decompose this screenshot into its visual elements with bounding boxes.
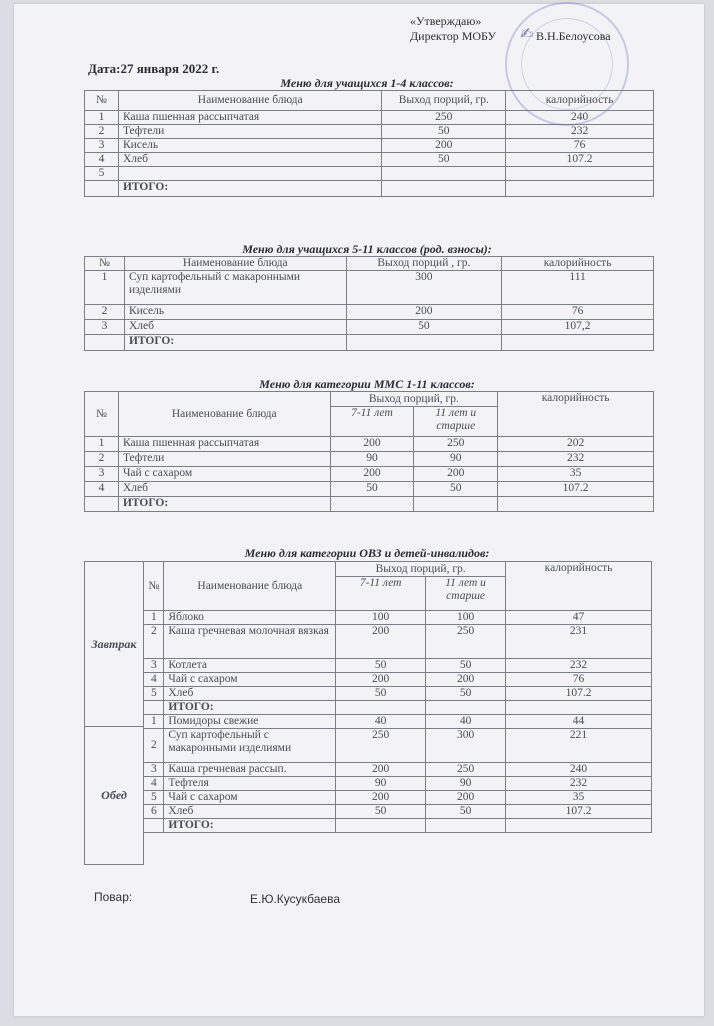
menu4-header-number: № xyxy=(144,562,164,611)
portion-value: 200 xyxy=(382,139,506,153)
menu1-header-portion: Выход порций, гр. xyxy=(382,91,506,111)
director-name: В.Н.Белоусова xyxy=(536,29,611,43)
table-row xyxy=(85,452,654,467)
calorie-value: 232 xyxy=(506,659,652,673)
row-number: 3 xyxy=(85,320,125,335)
row-number: 3 xyxy=(144,763,164,777)
calorie-value xyxy=(506,167,654,181)
row-number: 5 xyxy=(85,167,119,181)
calorie-value: 44 xyxy=(506,715,652,729)
portion-value: 50 xyxy=(414,482,498,497)
menu4-subheader-7-11: 7-11 лет xyxy=(336,577,426,611)
portion-value: 250 xyxy=(382,111,506,125)
menu1-title: Меню для учащихся 1-4 классов: xyxy=(280,76,454,90)
approval-line-2 xyxy=(410,29,611,44)
row-number: 1 xyxy=(144,715,164,729)
dish-name: Котлета xyxy=(164,659,336,673)
portion-value: 250 xyxy=(426,625,506,659)
dish-name: Суп картофельный с макаронными изделиями xyxy=(164,729,336,763)
portion-value: 50 xyxy=(426,805,506,819)
portion-value: 50 xyxy=(346,320,502,335)
portion-value: 300 xyxy=(346,271,502,305)
menu4-header-calories: калорийность xyxy=(506,562,652,611)
dish-name: Хлеб xyxy=(118,153,381,167)
dish-name: Тефтеля xyxy=(164,777,336,791)
row-number: 1 xyxy=(144,611,164,625)
portion-value: 90 xyxy=(414,452,498,467)
calorie-value: 231 xyxy=(506,625,652,659)
total-label: ИТОГО: xyxy=(164,819,336,833)
portion-value: 200 xyxy=(426,791,506,805)
calorie-value: 232 xyxy=(506,777,652,791)
menu2-title: Меню для учащихся 5-11 классов (род. взносы): xyxy=(242,242,492,256)
portion-value: 250 xyxy=(426,763,506,777)
table-row xyxy=(84,625,652,659)
row-number: 4 xyxy=(144,777,164,791)
table-row xyxy=(85,111,654,125)
row-number: 2 xyxy=(85,125,119,139)
dish-name: Суп картофельный с макаронными изделиями xyxy=(124,271,346,305)
menu4-header-portion: Выход порций, гр. xyxy=(336,562,506,577)
portion-value: 200 xyxy=(426,673,506,687)
row-number: 2 xyxy=(144,625,164,659)
menu-date: Дата:27 января 2022 г. xyxy=(88,61,220,76)
dish-name: Каша пшенная рассыпчатая xyxy=(118,111,381,125)
row-number: 4 xyxy=(85,153,119,167)
calorie-value: 240 xyxy=(506,763,652,777)
table-row xyxy=(85,153,654,167)
menu4-title: Меню для категории ОВЗ и детей-инвалидов: xyxy=(244,546,490,560)
total-label: ИТОГО: xyxy=(124,335,346,351)
approval-block xyxy=(410,14,611,44)
menu2-header-dish: Наименование блюда xyxy=(124,257,346,271)
menu3-header-portion: Выход порций, гр. xyxy=(330,392,498,407)
calorie-value: 107.2 xyxy=(506,687,652,701)
table-row xyxy=(84,777,652,791)
portion-value: 200 xyxy=(330,437,414,452)
row-number: 2 xyxy=(144,729,164,763)
menu3-table xyxy=(84,391,654,512)
table-row xyxy=(84,791,652,805)
total-row xyxy=(84,701,652,715)
portion-value: 100 xyxy=(336,611,426,625)
calorie-value: 232 xyxy=(506,125,654,139)
dish-name: Тефтели xyxy=(118,452,330,467)
calorie-value: 35 xyxy=(498,467,654,482)
table-row xyxy=(84,763,652,777)
portion-value: 300 xyxy=(426,729,506,763)
table-row xyxy=(85,320,654,335)
menu2-header-portion: Выход порций , гр. xyxy=(346,257,502,271)
portion-value: 200 xyxy=(336,625,426,659)
cook-name: Е.Ю.Кусукбаева xyxy=(250,892,341,906)
table-row xyxy=(85,139,654,153)
row-number: 2 xyxy=(85,305,125,320)
table-row xyxy=(84,611,652,625)
dish-name: Яблоко xyxy=(164,611,336,625)
row-number: 4 xyxy=(144,673,164,687)
menu1-header-calories: калорийность xyxy=(506,91,654,111)
dish-name: Каша пшенная рассыпчатая xyxy=(118,437,330,452)
table-row xyxy=(84,673,652,687)
portion-value: 100 xyxy=(426,611,506,625)
total-label: ИТОГО: xyxy=(164,701,336,715)
calorie-value: 111 xyxy=(502,271,654,305)
table-row xyxy=(85,467,654,482)
meal-label-lunch: Обед xyxy=(84,726,144,865)
table-row xyxy=(84,659,652,673)
portion-value: 200 xyxy=(330,467,414,482)
row-number: 1 xyxy=(85,271,125,305)
calorie-value: 76 xyxy=(502,305,654,320)
portion-value: 50 xyxy=(336,805,426,819)
portion-value: 250 xyxy=(336,729,426,763)
portion-value: 90 xyxy=(336,777,426,791)
calorie-value: 221 xyxy=(506,729,652,763)
row-number: 1 xyxy=(85,111,119,125)
menu4-table xyxy=(84,561,652,833)
dish-name: Каша гречневая рассып. xyxy=(164,763,336,777)
menu3-subheader-11-plus: 11 лет и старше xyxy=(414,407,498,437)
portion-value: 200 xyxy=(414,467,498,482)
table-row xyxy=(85,167,654,181)
row-number: 6 xyxy=(144,805,164,819)
menu1-header-number: № xyxy=(85,91,119,111)
row-number: 3 xyxy=(85,139,119,153)
dish-name: Хлеб xyxy=(118,482,330,497)
total-row xyxy=(85,335,654,351)
menu4-header-dish: Наименование блюда xyxy=(164,562,336,611)
menu2-header-calories: калорийность xyxy=(502,257,654,271)
dish-name: Тефтели xyxy=(118,125,381,139)
dish-name: Хлеб xyxy=(124,320,346,335)
meal-label-breakfast: Завтрак xyxy=(84,561,144,727)
menu4-subheader-11-plus: 11 лет и старше xyxy=(426,577,506,611)
portion-value: 90 xyxy=(426,777,506,791)
table-row xyxy=(84,715,652,729)
row-number: 5 xyxy=(144,791,164,805)
portion-value xyxy=(382,167,506,181)
menu2-table xyxy=(84,256,654,351)
dish-name: Помидоры свежие xyxy=(164,715,336,729)
calorie-value: 107.2 xyxy=(506,805,652,819)
director-signature: ✍ xyxy=(520,24,534,43)
menu3-subheader-7-11: 7-11 лет xyxy=(330,407,414,437)
calorie-value: 35 xyxy=(506,791,652,805)
menu1-header-dish: Наименование блюда xyxy=(118,91,381,111)
dish-name: Чай с сахаром xyxy=(164,791,336,805)
portion-value: 40 xyxy=(336,715,426,729)
row-number: 1 xyxy=(85,437,119,452)
row-number: 5 xyxy=(144,687,164,701)
total-row xyxy=(84,819,652,833)
dish-name xyxy=(118,167,381,181)
menu3-title: Меню для категории ММС 1-11 классов: xyxy=(259,377,475,391)
menu1-table xyxy=(84,90,654,197)
dish-name: Хлеб xyxy=(164,805,336,819)
dish-name: Чай с сахаром xyxy=(164,673,336,687)
table-row xyxy=(84,687,652,701)
table-row xyxy=(85,125,654,139)
portion-value: 50 xyxy=(336,659,426,673)
portion-value: 90 xyxy=(330,452,414,467)
menu2-header-number: № xyxy=(85,257,125,271)
table-row xyxy=(85,437,654,452)
portion-value: 250 xyxy=(414,437,498,452)
calorie-value: 107,2 xyxy=(502,320,654,335)
portion-value: 200 xyxy=(346,305,502,320)
portion-value: 50 xyxy=(426,687,506,701)
portion-value: 50 xyxy=(336,687,426,701)
row-number: 3 xyxy=(144,659,164,673)
portion-value: 50 xyxy=(330,482,414,497)
dish-name: Чай с сахаром xyxy=(118,467,330,482)
portion-value: 40 xyxy=(426,715,506,729)
calorie-value: 240 xyxy=(506,111,654,125)
calorie-value: 107.2 xyxy=(498,482,654,497)
menu3-header-calories: калорийность xyxy=(498,392,654,437)
portion-value: 200 xyxy=(336,673,426,687)
calorie-value: 107.2 xyxy=(506,153,654,167)
row-number: 2 xyxy=(85,452,119,467)
dish-name: Хлеб xyxy=(164,687,336,701)
row-number: 4 xyxy=(85,482,119,497)
cook-label: Повар: xyxy=(94,890,133,904)
calorie-value: 232 xyxy=(498,452,654,467)
portion-value: 200 xyxy=(336,763,426,777)
calorie-value: 202 xyxy=(498,437,654,452)
total-row xyxy=(85,497,654,512)
table-row xyxy=(84,805,652,819)
table-row xyxy=(85,305,654,320)
dish-name: Кисель xyxy=(118,139,381,153)
total-label: ИТОГО: xyxy=(118,181,381,197)
portion-value: 50 xyxy=(426,659,506,673)
table-row xyxy=(85,271,654,305)
portion-value: 200 xyxy=(336,791,426,805)
calorie-value: 76 xyxy=(506,673,652,687)
table-row xyxy=(84,729,652,763)
calorie-value: 76 xyxy=(506,139,654,153)
approval-line-1: «Утверждаю» xyxy=(410,14,482,28)
dish-name: Каша гречневая молочная вязкая xyxy=(164,625,336,659)
table-row xyxy=(85,482,654,497)
menu3-header-number: № xyxy=(85,392,119,437)
calorie-value: 47 xyxy=(506,611,652,625)
portion-value: 50 xyxy=(382,153,506,167)
total-label: ИТОГО: xyxy=(118,497,330,512)
row-number: 3 xyxy=(85,467,119,482)
portion-value: 50 xyxy=(382,125,506,139)
total-row xyxy=(85,181,654,197)
menu3-header-dish: Наименование блюда xyxy=(118,392,330,437)
dish-name: Кисель xyxy=(124,305,346,320)
director-title: Директор МОБУ xyxy=(410,29,496,43)
